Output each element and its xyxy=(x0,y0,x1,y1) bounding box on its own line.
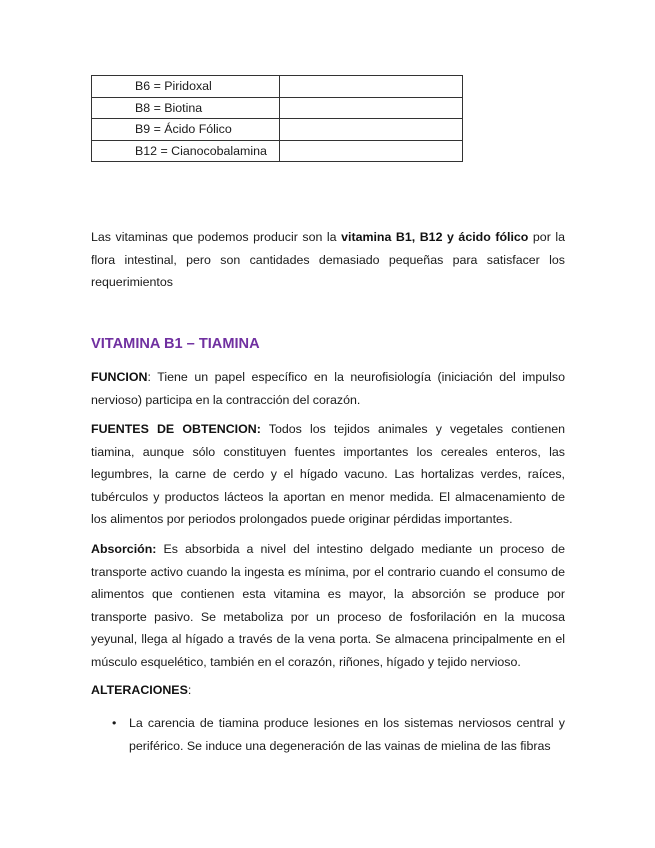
table-row xyxy=(92,76,463,98)
alteraciones-heading xyxy=(91,679,565,702)
absorcion-paragraph xyxy=(91,538,565,673)
table-cell: B9 = Ácido Fólico xyxy=(92,119,280,141)
funcion-label: FUNCION xyxy=(91,370,148,384)
table-row xyxy=(92,119,463,141)
intro-text: Las vitaminas que podemos producir son la xyxy=(91,230,342,244)
intro-paragraph xyxy=(91,226,565,294)
intro-bold: vitamina B1, B12 y ácido fólico xyxy=(341,230,529,244)
bullet-icon: • xyxy=(112,716,117,730)
table-cell: B6 = Piridoxal xyxy=(92,76,280,98)
vitamin-table xyxy=(91,75,463,162)
table-cell: B12 = Cianocobalamina xyxy=(92,140,280,162)
fuentes-label: FUENTES DE OBTENCION: xyxy=(91,422,261,436)
fuentes-paragraph xyxy=(91,418,565,531)
absorcion-label: Absorción: xyxy=(91,542,157,556)
table-cell xyxy=(279,140,462,162)
table-row xyxy=(92,97,463,119)
table-cell xyxy=(279,119,462,141)
funcion-paragraph xyxy=(91,366,565,411)
absorcion-text: Es absorbida a nivel del intestino delgado mediante un proceso de transporte activo cuando la ingesta es mínima, por el contrario cuando el consumo de alimentos que contienen esta vitamina es mayor, la absorción se produce por transporte pasivo. Se metaboliza por un proceso de fosforilación en la mucosa yeyunal, llega al hígado a través de la vena porta. Se almacena principalmente en el músculo esquelético, también en el corazón, riñones, hígado y tejido nervioso. xyxy=(91,542,565,669)
alteraciones-label: ALTERACIONES xyxy=(91,683,188,697)
list-item: La carencia de tiamina produce lesiones en los sistemas nerviosos central y periférico. Se induce una degeneración de las vainas de mielina de las fibras xyxy=(129,716,565,753)
alteraciones-colon: : xyxy=(187,683,192,697)
table-cell: B8 = Biotina xyxy=(92,97,280,119)
table-cell xyxy=(279,97,462,119)
section-heading: VITAMINA B1 – TIAMINA xyxy=(91,336,260,352)
funcion-text: : Tiene un papel específico en la neurofisiología (iniciación del impulso nervioso) participa en la contracción del corazón. xyxy=(91,370,565,407)
table-row xyxy=(92,140,463,162)
intro-text-end: por la flora intestinal, pero son cantidades demasiado pequeñas para satisfacer los requerimientos xyxy=(91,230,565,289)
fuentes-text: Todos los tejidos animales y vegetales contienen tiamina, aunque sólo constituyen fuentes importantes los cereales enteros, las legumbres, la carne de cerdo y el hígado vacuno. Las hortalizas verdes, raíces, tubérculos y productos lácteos la aportan en menor medida. El almacenamiento de los alimentos por periodos prolongados puede originar pérdidas importantes. xyxy=(91,422,565,526)
table-cell xyxy=(279,76,462,98)
